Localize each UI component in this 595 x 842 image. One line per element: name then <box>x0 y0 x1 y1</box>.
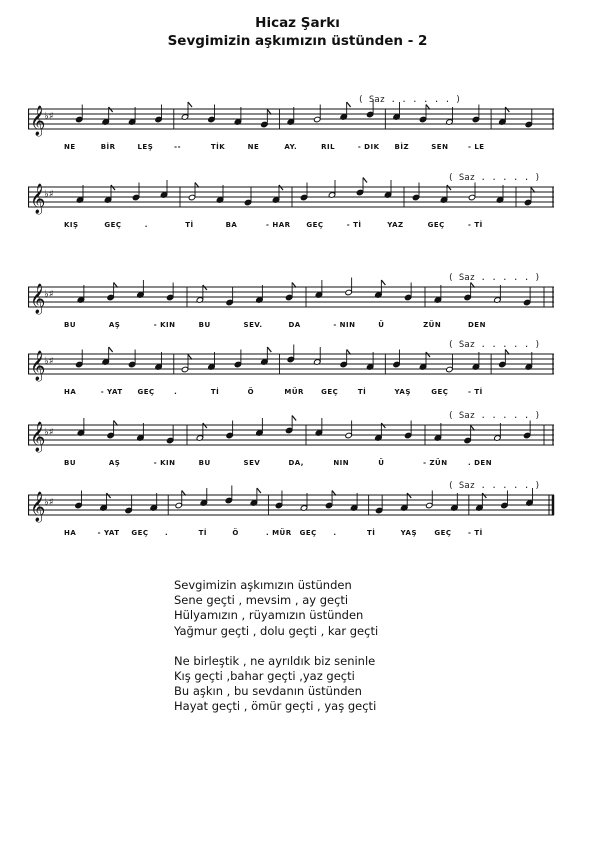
staff-lyrics-row <box>28 143 556 157</box>
lyric-syllable: LEŞ <box>137 143 154 151</box>
lyric-syllable: Tİ <box>357 388 367 396</box>
lyric-syllable: Tİ <box>198 529 208 537</box>
lyric-syllable: BU <box>198 459 211 467</box>
saz-label: ( Saz . . . . . ) <box>448 411 541 421</box>
lyric-syllable: - Tİ <box>468 221 483 229</box>
lyrics-stanza <box>174 654 554 715</box>
lyric-syllable: BU <box>198 321 211 329</box>
saz-label: ( Saz . . . . . . ) <box>358 95 461 105</box>
treble-clef-icon: 𝄞 <box>30 422 46 452</box>
saz-label: ( Saz . . . . . ) <box>448 273 541 283</box>
saz-label: ( Saz . . . . . ) <box>448 481 541 491</box>
staff-lyrics-row <box>28 321 556 335</box>
lyric-syllable: Ö <box>247 388 255 396</box>
lyric-syllable: - DIK <box>357 143 380 151</box>
lyric-syllable: GEÇ <box>427 221 445 229</box>
lyric-line: Ne birleştik , ne ayrıldık biz seninle <box>174 653 376 668</box>
key-signature-icon: ♭♯ <box>44 289 54 300</box>
lyric-syllable: SEN <box>431 143 449 151</box>
lyric-syllable: . <box>144 221 148 229</box>
saz-label: ( Saz . . . . . ) <box>448 173 541 183</box>
treble-clef-icon: 𝄞 <box>30 106 46 136</box>
lyric-line: Hülyamızın , rüyamızın üstünden <box>174 608 364 623</box>
title-block <box>0 14 595 50</box>
lyric-syllable: RIL <box>321 143 336 151</box>
lyric-syllable: SEV <box>243 459 261 467</box>
lyric-syllable: Ü <box>378 459 385 467</box>
lyric-syllable: Tİ <box>185 221 194 229</box>
staff-system <box>28 411 556 473</box>
lyric-syllable: DA <box>288 321 301 329</box>
lyric-syllable: BU <box>64 321 77 329</box>
treble-clef-icon: 𝄞 <box>30 184 46 214</box>
page-title: Hicaz Şarkı <box>255 15 340 31</box>
lyric-syllable: BİZ <box>394 143 410 151</box>
lyric-syllable: DA, <box>288 459 304 467</box>
lyric-syllable: TİK <box>210 143 226 151</box>
staff-lyrics-row <box>28 459 556 473</box>
lyric-syllable: - NIN <box>333 321 356 329</box>
lyric-syllable: DEN <box>468 321 486 329</box>
lyric-syllable: GEÇ <box>299 529 317 537</box>
lyric-line: Sene geçti , mevsim , ay geçti <box>174 593 349 608</box>
lyric-syllable: GEÇ <box>137 388 155 396</box>
key-signature-icon: ♭♯ <box>44 356 54 367</box>
lyric-syllable: BİR <box>100 143 116 151</box>
lyric-syllable: BA <box>225 221 238 229</box>
lyric-syllable: - KIN <box>153 321 176 329</box>
lyric-syllable: AŞ <box>108 459 121 467</box>
lyric-syllable: Ö <box>232 529 239 537</box>
lyric-syllable: HA <box>64 529 77 537</box>
lyric-syllable: . DEN <box>468 459 493 467</box>
key-signature-icon: ♭♯ <box>44 427 54 438</box>
staff-system <box>28 173 556 235</box>
lyric-syllable: AY. <box>284 143 298 151</box>
lyric-syllable: - YAT <box>97 529 120 537</box>
lyric-syllable: - Tİ <box>346 221 362 229</box>
lyric-syllable: GEÇ <box>434 529 452 537</box>
lyric-line: Bu aşkın , bu sevdanın üstünden <box>174 684 362 699</box>
lyric-line: Sevgimizin aşkımızın üstünden <box>174 578 352 592</box>
lyric-syllable: - ZÜN <box>423 459 448 467</box>
lyric-syllable: GEÇ <box>131 529 149 537</box>
lyric-syllable: YAŞ <box>400 529 418 537</box>
lyric-line: Kış geçti ,bahar geçti ,yaz geçti <box>174 669 355 684</box>
lyric-syllable: YAZ <box>387 221 404 229</box>
lyric-syllable: GEÇ <box>431 388 449 396</box>
key-signature-icon: ♭♯ <box>44 189 54 200</box>
lyric-syllable: - LE <box>468 143 485 151</box>
staff-lines <box>28 95 556 149</box>
lyric-syllable: YAŞ <box>394 388 411 396</box>
treble-clef-icon: 𝄞 <box>30 492 46 522</box>
treble-clef-icon: 𝄞 <box>30 351 46 381</box>
lyric-syllable: KIŞ <box>64 221 79 229</box>
lyric-syllable: Ü <box>378 321 385 329</box>
staff-lyrics-row <box>28 221 556 235</box>
key-signature-icon: ♭♯ <box>44 497 54 508</box>
lyric-syllable: MÜR <box>284 388 304 396</box>
lyric-syllable: Tİ <box>210 388 220 396</box>
lyric-syllable: . <box>333 529 337 537</box>
lyric-syllable: Tİ <box>367 529 376 537</box>
lyric-syllable: - Tİ <box>468 529 483 537</box>
page-subtitle: Sevgimizin aşkımızın üstünden - 2 <box>167 33 428 49</box>
staff-lyrics-row <box>28 529 556 543</box>
lyric-syllable: NE <box>247 143 260 151</box>
lyric-syllable: - HAR <box>266 221 291 229</box>
staff-system <box>28 273 556 335</box>
lyric-syllable: - KIN <box>153 459 176 467</box>
music-score <box>28 95 556 555</box>
lyric-syllable: AŞ <box>108 321 121 329</box>
lyric-syllable: - YAT <box>100 388 123 396</box>
staff-system <box>28 340 556 402</box>
lyrics-block <box>174 578 554 730</box>
lyric-syllable: . MÜR <box>266 529 292 537</box>
lyric-syllable: ZÜN <box>423 321 442 329</box>
lyric-syllable: GEÇ <box>104 221 122 229</box>
lyric-syllable: -- <box>174 143 181 151</box>
lyric-syllable: BU <box>64 459 77 467</box>
lyric-line: Yağmur geçti , dolu geçti , kar geçti <box>174 623 379 638</box>
lyric-syllable: GEÇ <box>306 221 324 229</box>
staff-system <box>28 481 556 543</box>
treble-clef-icon: 𝄞 <box>30 284 46 314</box>
key-signature-icon: ♭♯ <box>44 111 54 122</box>
lyric-syllable: . <box>165 529 169 537</box>
saz-label: ( Saz . . . . . ) <box>448 340 541 350</box>
lyric-syllable: NE <box>64 143 76 151</box>
lyrics-stanza <box>174 578 554 639</box>
lyric-syllable: GEÇ <box>321 388 339 396</box>
staff-system <box>28 95 556 157</box>
lyric-syllable: HA <box>64 388 77 396</box>
lyric-syllable: SEV. <box>243 321 263 329</box>
lyric-line: Hayat geçti , ömür geçti , yaş geçti <box>174 699 377 714</box>
lyric-syllable: . <box>174 388 178 396</box>
lyric-syllable: NIN <box>333 459 350 467</box>
staff-lyrics-row <box>28 388 556 402</box>
lyric-syllable: - Tİ <box>468 388 483 396</box>
